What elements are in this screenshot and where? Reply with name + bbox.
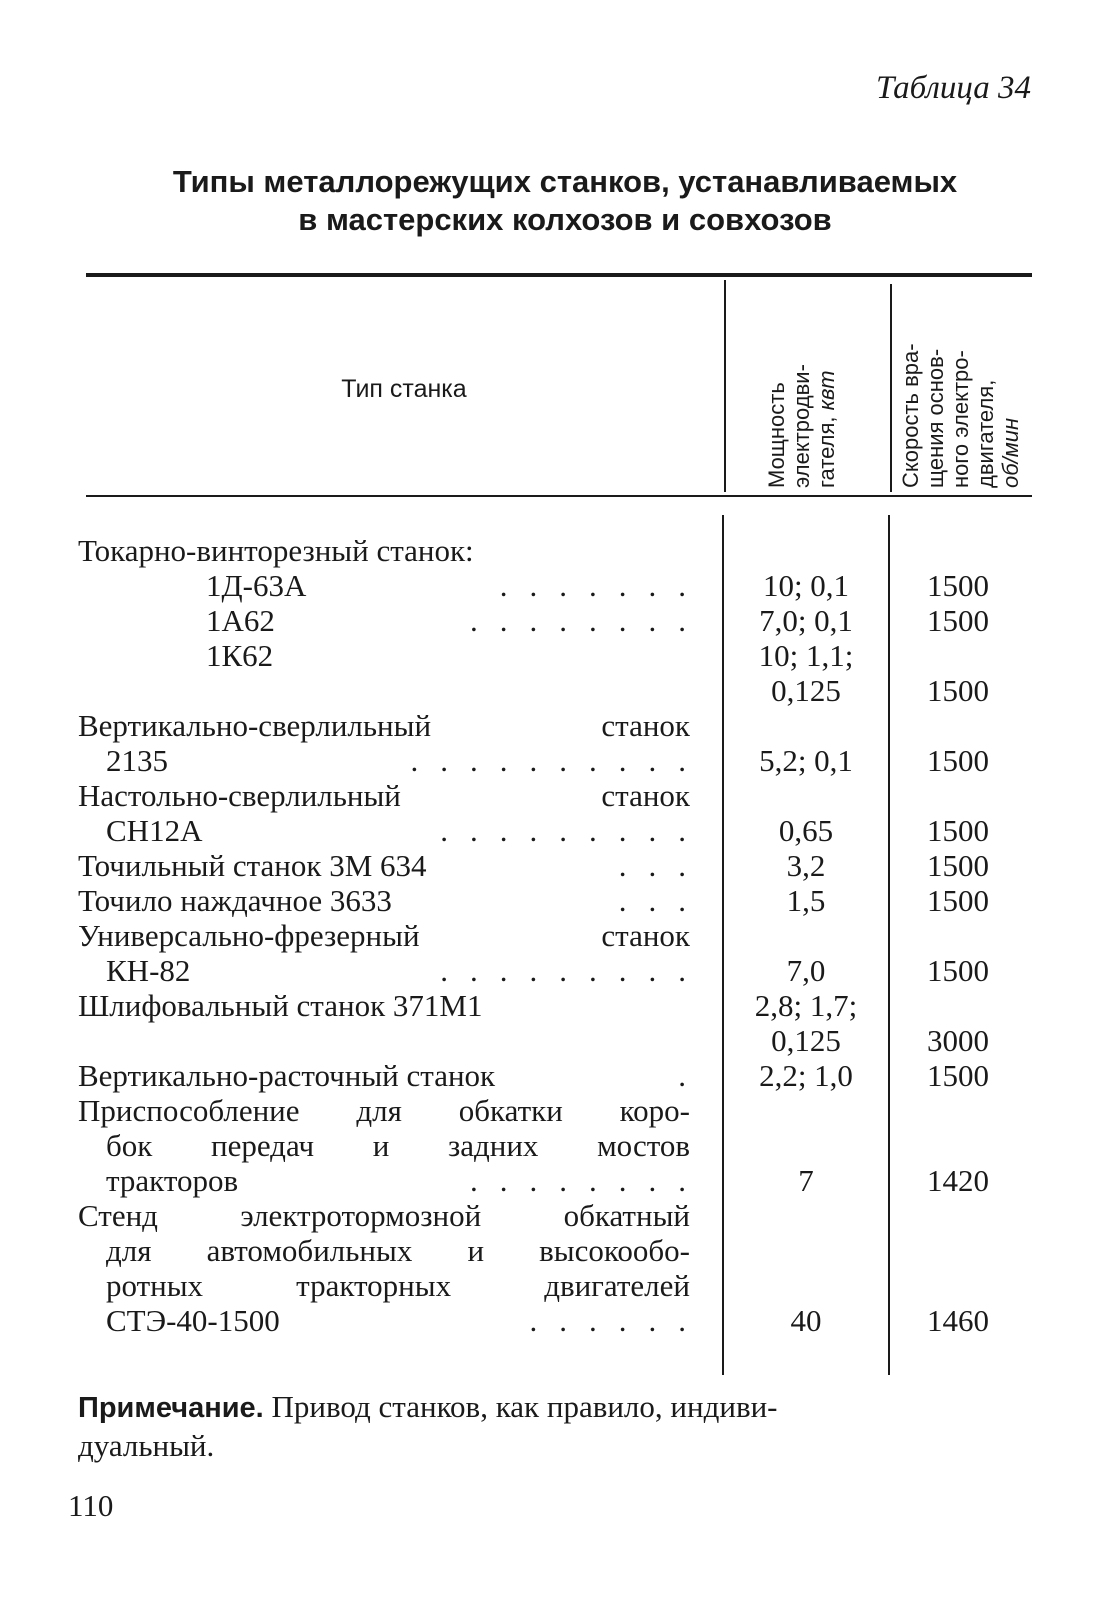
row-word: Вертикально-сверлильный	[78, 708, 432, 743]
dot-leader: ...	[618, 848, 708, 883]
row-word: передач	[210, 1128, 315, 1163]
column-divider	[722, 515, 724, 1375]
column-header-power	[764, 296, 839, 488]
power-value: 5,2; 0,1	[759, 743, 853, 778]
row-word: обкатный	[563, 1198, 690, 1233]
table-row-line	[78, 918, 708, 953]
table-row-line	[78, 1303, 708, 1338]
speed-value: 1420	[927, 1163, 989, 1198]
row-word: мостов	[597, 1128, 690, 1163]
row-word: высокообо-	[539, 1233, 690, 1268]
dot-leader: .........	[440, 813, 708, 848]
power-value: 40	[790, 1303, 822, 1338]
row-word: Стенд	[78, 1198, 158, 1233]
speed-value: 1500	[927, 673, 989, 708]
dot-leader: ...	[618, 883, 708, 918]
table-row-line	[78, 848, 708, 883]
row-word: станок	[601, 918, 690, 953]
row-word: коро-	[619, 1093, 690, 1128]
row-label: 1Д-63А	[206, 568, 307, 603]
power-value: 0,65	[778, 813, 834, 848]
power-value	[730, 1233, 882, 1268]
row-label: Точило наждачное 3633	[78, 883, 392, 918]
speed-value: 1500	[927, 883, 989, 918]
speed-value: 1500	[927, 568, 989, 603]
row-word: для	[106, 1233, 152, 1268]
row-label: Вертикально-расточный станок	[78, 1058, 496, 1093]
speed-value	[893, 1233, 1023, 1268]
row-label: СТЭ-40-1500	[106, 1303, 280, 1338]
header-text: ного электро-	[948, 350, 973, 488]
page-number: 110	[68, 1488, 114, 1523]
table-row-line	[78, 1058, 708, 1093]
power-value: 0,125	[771, 1023, 841, 1058]
power-value	[730, 1093, 882, 1128]
speed-value	[893, 533, 1023, 568]
column-divider	[888, 515, 890, 1375]
speed-value	[893, 638, 1023, 673]
note-text-continued: дуальный.	[78, 1428, 215, 1463]
table-row-line	[78, 1268, 708, 1303]
row-word: задних	[447, 1128, 539, 1163]
power-value	[730, 1128, 882, 1163]
row-word: Настольно-сверлильный	[78, 778, 401, 813]
table-title-line-1: Типы металлорежущих станков, устанавливаемых	[172, 164, 958, 199]
speed-value: 3000	[927, 1023, 989, 1058]
speed-column	[893, 533, 1023, 1338]
table-header-rule	[86, 495, 1032, 497]
row-label: Точильный станок 3М 634	[78, 848, 427, 883]
row-label: 2135	[106, 743, 168, 778]
table-row-line	[78, 1128, 708, 1163]
header-unit: об/мин	[998, 417, 1023, 488]
power-value: 7,0; 0,1	[759, 603, 853, 638]
table-row-line	[78, 1233, 708, 1268]
dot-leader: ........	[470, 603, 708, 638]
table-row-line	[78, 743, 708, 778]
dot-leader: ........	[470, 1163, 708, 1198]
power-value: 10; 1,1;	[758, 638, 854, 673]
power-value	[730, 533, 882, 568]
speed-value: 1500	[927, 603, 989, 638]
type-column	[78, 533, 708, 1338]
row-word: обкатки	[458, 1093, 563, 1128]
power-column	[730, 533, 882, 1338]
table-note	[78, 1388, 1028, 1465]
column-header-type: Тип станка	[341, 375, 467, 403]
header-text: гателя,	[814, 410, 839, 488]
header-text: Мощность	[764, 382, 789, 488]
table-row-line	[78, 1198, 708, 1233]
table-row-line	[78, 883, 708, 918]
power-value: 3,2	[786, 848, 826, 883]
row-word: ротных	[106, 1268, 204, 1303]
row-word: Универсально-фрезерный	[78, 918, 420, 953]
row-word: тракторных	[296, 1268, 452, 1303]
table-row-line: 1К62	[206, 638, 274, 673]
row-word: и	[467, 1233, 485, 1268]
table-row-line	[78, 1163, 708, 1198]
table-label: Таблица 34	[876, 70, 1031, 106]
row-label: тракторов	[106, 1163, 239, 1198]
row-label: СН12А	[106, 813, 203, 848]
header-text: электродви-	[789, 364, 814, 488]
row-word: бок	[106, 1128, 153, 1163]
speed-value	[893, 1093, 1023, 1128]
table-row-line: Шлифовальный станок 371М1	[78, 988, 483, 1023]
dot-leader: .........	[440, 953, 708, 988]
power-value: 2,8; 1,7;	[754, 988, 858, 1023]
row-word: станок	[601, 708, 690, 743]
header-unit: квт	[814, 370, 839, 411]
speed-value	[893, 1128, 1023, 1163]
speed-value	[893, 988, 1023, 1023]
power-value: 7	[798, 1163, 814, 1198]
table-title	[90, 163, 1040, 239]
header-text: щения основ-	[923, 348, 948, 488]
power-value	[730, 1198, 882, 1233]
speed-value	[893, 1198, 1023, 1233]
speed-value: 1500	[927, 813, 989, 848]
speed-value: 1500	[927, 953, 989, 988]
dot-leader: ......	[529, 1303, 708, 1338]
speed-value: 1500	[927, 743, 989, 778]
speed-value	[893, 1268, 1023, 1303]
dot-leader: .	[678, 1058, 708, 1093]
note-label: Примечание.	[78, 1392, 264, 1424]
power-value	[730, 778, 882, 813]
row-word: для	[356, 1093, 402, 1128]
speed-value: 1500	[927, 848, 989, 883]
speed-value	[893, 778, 1023, 813]
row-word: автомобильных	[206, 1233, 413, 1268]
header-text: двигателя,	[973, 379, 998, 488]
header-text: Скорость вра-	[898, 343, 923, 488]
column-divider	[724, 280, 726, 492]
column-divider	[890, 284, 892, 492]
column-header-speed	[898, 284, 1023, 488]
dot-leader: .......	[499, 568, 708, 603]
row-word: станок	[601, 778, 690, 813]
speed-value	[893, 918, 1023, 953]
dot-leader: ..........	[410, 743, 708, 778]
table-row-line	[78, 1023, 708, 1058]
row-word: двигателей	[544, 1268, 690, 1303]
row-word: и	[372, 1128, 390, 1163]
speed-value: 1500	[927, 1058, 989, 1093]
row-label: 1А62	[206, 603, 275, 638]
table-row-line	[78, 953, 708, 988]
row-word: Приспособление	[78, 1093, 300, 1128]
table-row-line	[78, 568, 708, 603]
table-top-rule	[86, 273, 1032, 277]
table-row-line	[78, 603, 708, 638]
power-value	[730, 708, 882, 743]
power-value: 0,125	[771, 673, 841, 708]
power-value: 7,0	[786, 953, 826, 988]
power-value: 2,2; 1,0	[759, 1058, 853, 1093]
table-title-line-2: в мастерских колхозов и совхозов	[298, 202, 832, 237]
row-word: электротормозной	[240, 1198, 482, 1233]
speed-value	[893, 708, 1023, 743]
power-value	[730, 1268, 882, 1303]
table-row-line	[78, 778, 708, 813]
power-value: 10; 0,1	[762, 568, 850, 603]
table-row-line: Токарно-винторезный станок:	[78, 533, 474, 568]
power-value: 1,5	[786, 883, 826, 918]
speed-value: 1460	[927, 1303, 989, 1338]
table-row-line	[78, 708, 708, 743]
table-row-line	[78, 813, 708, 848]
table-row-line	[78, 1093, 708, 1128]
row-label: КН-82	[106, 953, 191, 988]
note-text: Привод станков, как правило, индиви-	[263, 1389, 778, 1424]
table-row-line	[78, 673, 708, 708]
power-value	[730, 918, 882, 953]
